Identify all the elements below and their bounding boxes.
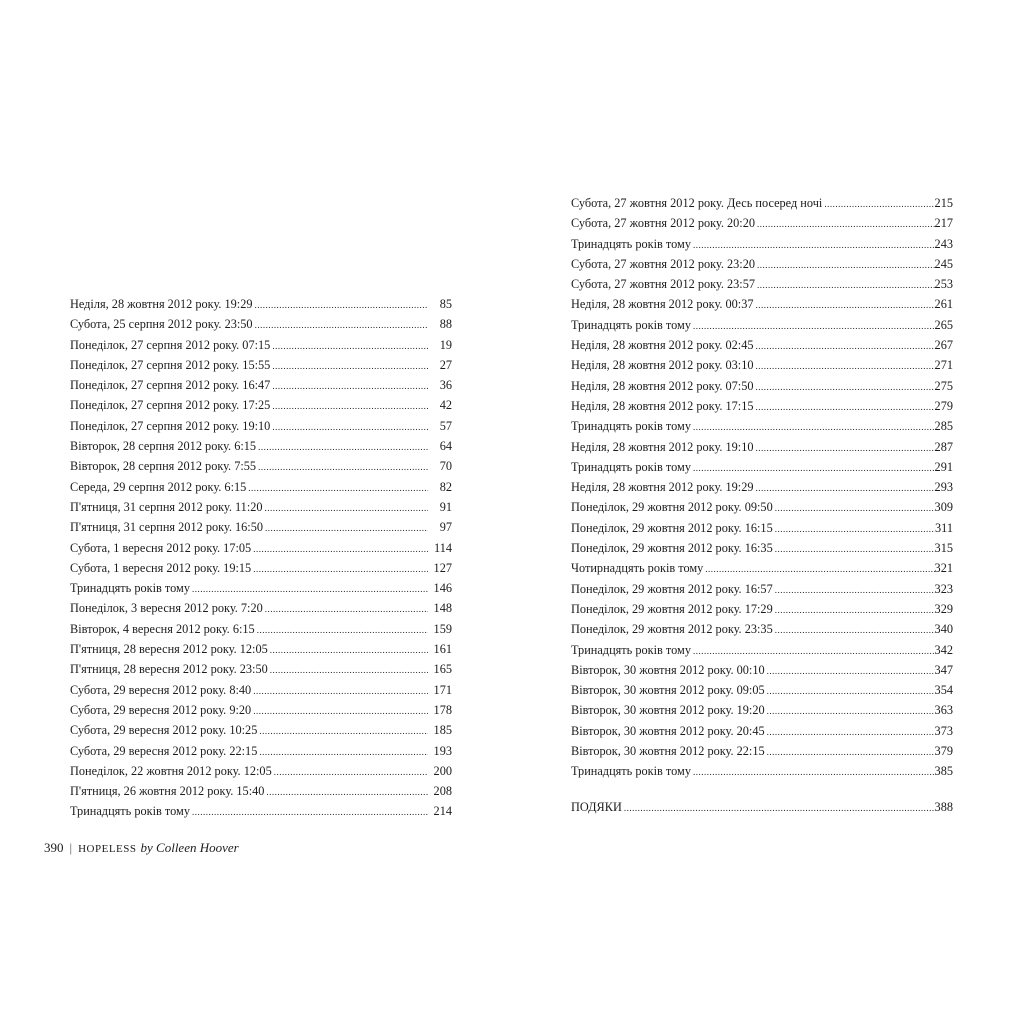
toc-entry-page-number: 85 bbox=[439, 297, 452, 311]
toc-entry-page-number: 279 bbox=[934, 398, 953, 413]
toc-entry-page-number: 91 bbox=[439, 499, 452, 514]
toc-entry-title: Неділя, 28 жовтня 2012 року. 19:29 bbox=[70, 297, 253, 311]
toc-entry bbox=[571, 538, 953, 558]
toc-entry-title: Субота, 27 жовтня 2012 року. 20:20 bbox=[571, 216, 755, 231]
toc-entry-title: Неділя, 28 жовтня 2012 року. 19:10 bbox=[571, 439, 754, 454]
toc-leader-dots bbox=[693, 641, 935, 661]
toc-entry bbox=[70, 517, 452, 537]
toc-entry-title: Тринадцять років тому bbox=[70, 804, 190, 819]
toc-leader-dots bbox=[775, 519, 935, 539]
toc-entry-page-number: 385 bbox=[934, 764, 953, 779]
toc-entry bbox=[70, 741, 452, 761]
toc-entry-page-number: 253 bbox=[934, 277, 953, 292]
toc-entry bbox=[571, 700, 953, 720]
toc-entry bbox=[70, 538, 452, 558]
toc-entry-title: Субота, 29 вересня 2012 року. 8:40 bbox=[70, 682, 252, 697]
toc-entry-page-number: 114 bbox=[434, 540, 452, 555]
toc-entry-title: Чотирнадцять років тому bbox=[571, 561, 704, 576]
toc-leader-dots bbox=[253, 559, 428, 579]
toc-leader-dots bbox=[192, 802, 428, 822]
toc-entry-page-number: 271 bbox=[934, 358, 953, 373]
toc-entry bbox=[571, 396, 953, 416]
toc-entry bbox=[70, 619, 452, 639]
toc-entry-title: Субота, 1 вересня 2012 року. 17:05 bbox=[70, 540, 252, 555]
toc-entry-page-number: 193 bbox=[433, 743, 452, 758]
toc-entry-page-number: 363 bbox=[934, 703, 953, 718]
toc-leader-dots bbox=[253, 539, 428, 559]
toc-entry bbox=[70, 456, 452, 476]
toc-leader-dots bbox=[757, 255, 935, 275]
toc-entry-title: Тринадцять років тому bbox=[571, 236, 691, 251]
toc-entry bbox=[571, 193, 953, 213]
toc-entry-page-number: 275 bbox=[934, 378, 953, 393]
toc-entry-page-number: 178 bbox=[433, 702, 452, 717]
toc-entry bbox=[571, 741, 953, 761]
toc-entry-title: ПОДЯКИ bbox=[571, 799, 622, 814]
toc-entry-title: П'ятниця, 28 вересня 2012 року. 12:05 bbox=[70, 642, 268, 657]
toc-entry-title: Вівторок, 28 серпня 2012 року. 6:15 bbox=[70, 439, 257, 454]
toc-entry bbox=[70, 720, 452, 740]
toc-entry bbox=[571, 294, 953, 314]
toc-leader-dots bbox=[767, 701, 935, 721]
toc-entry-title: Неділя, 28 жовтня 2012 року. 17:15 bbox=[571, 398, 754, 413]
toc-leader-dots bbox=[192, 579, 428, 599]
toc-entry bbox=[571, 761, 953, 781]
toc-leader-dots bbox=[265, 498, 428, 518]
toc-entry-title: Понеділок, 29 жовтня 2012 року. 16:35 bbox=[571, 541, 773, 556]
toc-leader-dots bbox=[705, 559, 934, 579]
toc-entry-title: Понеділок, 27 серпня 2012 року. 07:15 bbox=[70, 337, 271, 352]
toc-entry bbox=[571, 579, 953, 599]
toc-entry-page-number: 64 bbox=[439, 439, 452, 454]
toc-entry-page-number: 340 bbox=[934, 622, 953, 637]
toc-entry-page-number: 373 bbox=[934, 723, 953, 738]
toc-entry-page-number: 347 bbox=[934, 662, 953, 677]
toc-entry bbox=[70, 659, 452, 679]
right-page bbox=[512, 0, 1024, 1024]
toc-entry-title: Тринадцять років тому bbox=[571, 317, 691, 332]
toc-leader-dots bbox=[253, 701, 428, 721]
toc-leader-dots bbox=[259, 742, 428, 762]
toc-leader-dots bbox=[272, 356, 428, 376]
toc-entry-page-number: 243 bbox=[934, 236, 953, 251]
toc-entry-title: Вівторок, 30 жовтня 2012 року. 00:10 bbox=[571, 662, 765, 677]
toc-leader-dots bbox=[265, 518, 428, 538]
toc-leader-dots bbox=[756, 438, 935, 458]
toc-entry bbox=[70, 801, 452, 821]
toc-leader-dots bbox=[775, 580, 935, 600]
toc-entry-title: П'ятниця, 31 серпня 2012 року. 16:50 bbox=[70, 520, 263, 535]
toc-leader-dots bbox=[272, 336, 428, 356]
toc-entry-title: Неділя, 28 жовтня 2012 року. 07:50 bbox=[571, 378, 754, 393]
toc-entry-title: Понеділок, 27 серпня 2012 року. 15:55 bbox=[70, 357, 271, 372]
toc-leader-dots bbox=[756, 377, 935, 397]
toc-leader-dots bbox=[693, 235, 935, 255]
toc-entry bbox=[70, 598, 452, 618]
toc-leader-dots bbox=[693, 316, 935, 336]
toc-leader-dots bbox=[757, 275, 935, 295]
toc-leader-dots bbox=[693, 762, 935, 782]
toc-entry-title: Субота, 29 вересня 2012 року. 10:25 bbox=[70, 723, 258, 738]
toc-entry-title: Субота, 25 серпня 2012 року. 23:50 bbox=[70, 317, 253, 332]
toc-entry-title: Неділя, 28 жовтня 2012 року. 19:29 bbox=[571, 480, 754, 495]
toc-entry-page-number: 261 bbox=[934, 297, 953, 312]
toc-entry-page-number: 311 bbox=[935, 520, 953, 535]
toc-entry-page-number: 315 bbox=[934, 541, 953, 556]
toc-entry bbox=[571, 335, 953, 355]
footer-page-number: 390 bbox=[44, 840, 64, 855]
toc-entry-title: Неділя, 28 жовтня 2012 року. 03:10 bbox=[571, 358, 754, 373]
toc-entry bbox=[571, 558, 953, 578]
footer-book-title: HOPELESS bbox=[78, 843, 137, 855]
toc-leader-dots bbox=[756, 397, 935, 417]
toc-leader-dots bbox=[274, 762, 428, 782]
toc-entry-page-number: 329 bbox=[934, 601, 953, 616]
toc-entry bbox=[70, 436, 452, 456]
toc-entry-page-number: 309 bbox=[934, 500, 953, 515]
toc-entry bbox=[70, 761, 452, 781]
toc-entry-page-number: 127 bbox=[433, 560, 452, 575]
toc-entry-page-number: 214 bbox=[433, 804, 452, 819]
toc-leader-dots bbox=[266, 782, 428, 802]
toc-entry-page-number: 161 bbox=[433, 642, 452, 657]
toc-entry-title: Неділя, 28 жовтня 2012 року. 00:37 bbox=[571, 297, 754, 312]
toc-entry-page-number: 185 bbox=[433, 723, 452, 738]
toc-entry-page-number: 57 bbox=[439, 418, 452, 433]
toc-list-right bbox=[571, 193, 953, 817]
toc-entry-title: Вівторок, 30 жовтня 2012 року. 20:45 bbox=[571, 723, 765, 738]
toc-entry bbox=[70, 375, 452, 395]
footer-author: by Colleen Hoover bbox=[140, 840, 239, 855]
toc-entry-title: Неділя, 28 жовтня 2012 року. 02:45 bbox=[571, 338, 754, 353]
toc-leader-dots bbox=[775, 498, 935, 518]
toc-entry-page-number: 321 bbox=[934, 561, 953, 576]
toc-entry bbox=[571, 416, 953, 436]
toc-leader-dots bbox=[265, 599, 428, 619]
page-footer bbox=[44, 840, 239, 856]
toc-entry-page-number: 323 bbox=[934, 581, 953, 596]
toc-entry-page-number: 245 bbox=[934, 256, 953, 271]
toc-entry bbox=[571, 376, 953, 396]
toc-entry bbox=[70, 355, 452, 375]
toc-leader-dots bbox=[693, 458, 935, 478]
toc-entry-title: Тринадцять років тому bbox=[571, 642, 691, 657]
toc-leader-dots bbox=[272, 396, 428, 416]
toc-entry-page-number: 342 bbox=[934, 642, 953, 657]
toc-entry-title: Субота, 27 жовтня 2012 року. Десь посеред ночі bbox=[571, 196, 823, 210]
toc-entry-title: Тринадцять років тому bbox=[571, 764, 691, 779]
toc-leader-dots bbox=[756, 356, 935, 376]
toc-entry bbox=[70, 497, 452, 517]
toc-leader-dots bbox=[624, 798, 935, 818]
toc-leader-dots bbox=[824, 194, 934, 214]
toc-entry-page-number: 42 bbox=[439, 398, 452, 413]
toc-entry-page-number: 70 bbox=[439, 459, 452, 474]
toc-entry-title: Вівторок, 4 вересня 2012 року. 6:15 bbox=[70, 621, 255, 636]
toc-leader-dots bbox=[767, 661, 935, 681]
toc-entry-page-number: 82 bbox=[439, 479, 452, 494]
toc-leader-dots bbox=[257, 620, 428, 640]
toc-entry-title: Понеділок, 29 жовтня 2012 року. 09:50 bbox=[571, 500, 773, 515]
toc-entry bbox=[571, 518, 953, 538]
toc-leader-dots bbox=[757, 214, 935, 234]
toc-entry-title: Субота, 27 жовтня 2012 року. 23:57 bbox=[571, 277, 755, 292]
toc-entry-page-number: 159 bbox=[433, 621, 452, 636]
toc-entry-page-number: 215 bbox=[934, 196, 953, 210]
toc-leader-dots bbox=[775, 620, 935, 640]
toc-entry-page-number: 88 bbox=[439, 317, 452, 332]
toc-entry bbox=[70, 578, 452, 598]
toc-entry-page-number: 171 bbox=[433, 682, 452, 697]
toc-entry-title: П'ятниця, 31 серпня 2012 року. 11:20 bbox=[70, 499, 263, 514]
toc-entry bbox=[571, 254, 953, 274]
toc-entry bbox=[571, 599, 953, 619]
toc-entry-title: Понеділок, 29 жовтня 2012 року. 23:35 bbox=[571, 622, 773, 637]
toc-entry bbox=[70, 781, 452, 801]
toc-entry-title: Понеділок, 27 серпня 2012 року. 19:10 bbox=[70, 418, 271, 433]
toc-leader-dots bbox=[270, 640, 428, 660]
toc-entry-title: Вівторок, 30 жовтня 2012 року. 09:05 bbox=[571, 683, 765, 698]
toc-entry-page-number: 165 bbox=[433, 662, 452, 677]
toc-entry-title: Понеділок, 29 жовтня 2012 року. 17:29 bbox=[571, 601, 773, 616]
toc-entry-page-number: 148 bbox=[433, 601, 452, 616]
toc-leader-dots bbox=[272, 376, 428, 396]
toc-entry bbox=[571, 680, 953, 700]
toc-entry bbox=[70, 477, 452, 497]
toc-entry-title: Субота, 27 жовтня 2012 року. 23:20 bbox=[571, 256, 755, 271]
toc-leader-dots bbox=[775, 600, 935, 620]
toc-entry-page-number: 146 bbox=[433, 581, 452, 596]
toc-entry bbox=[571, 213, 953, 233]
toc-entry-title: Понеділок, 29 жовтня 2012 року. 16:57 bbox=[571, 581, 773, 596]
toc-entry-page-number: 208 bbox=[433, 784, 452, 799]
toc-leader-dots bbox=[272, 417, 428, 437]
toc-leader-dots bbox=[248, 478, 428, 498]
toc-entry-page-number: 287 bbox=[934, 439, 953, 454]
toc-entry-title: П'ятниця, 28 вересня 2012 року. 23:50 bbox=[70, 662, 268, 677]
toc-leader-dots bbox=[255, 295, 428, 315]
toc-entry-page-number: 36 bbox=[439, 378, 452, 393]
toc-leader-dots bbox=[258, 437, 428, 457]
toc-entry bbox=[571, 315, 953, 335]
toc-entry bbox=[571, 640, 953, 660]
toc-leader-dots bbox=[775, 539, 935, 559]
toc-entry-title: Понеділок, 27 серпня 2012 року. 17:25 bbox=[70, 398, 271, 413]
toc-entry-title: Середа, 29 серпня 2012 року. 6:15 bbox=[70, 479, 247, 494]
toc-entry bbox=[70, 416, 452, 436]
toc-entry bbox=[70, 680, 452, 700]
toc-entry-page-number: 19 bbox=[439, 337, 452, 352]
toc-entry bbox=[571, 477, 953, 497]
toc-entry-title: Вівторок, 30 жовтня 2012 року. 22:15 bbox=[571, 744, 765, 759]
toc-entry-title: Субота, 29 вересня 2012 року. 9:20 bbox=[70, 702, 252, 717]
toc-entry bbox=[571, 797, 953, 817]
toc-entry-title: Вівторок, 28 серпня 2012 року. 7:55 bbox=[70, 459, 257, 474]
toc-entry-page-number: 97 bbox=[439, 520, 452, 535]
footer-separator: | bbox=[69, 840, 73, 855]
toc-entry bbox=[571, 721, 953, 741]
toc-entry-page-number: 379 bbox=[934, 744, 953, 759]
toc-entry-page-number: 354 bbox=[934, 683, 953, 698]
toc-entry-page-number: 267 bbox=[934, 338, 953, 353]
toc-entry-title: Тринадцять років тому bbox=[70, 581, 190, 596]
toc-entry bbox=[70, 294, 452, 314]
toc-entry-title: Понеділок, 29 жовтня 2012 року. 16:15 bbox=[571, 520, 773, 535]
toc-entry-title: Субота, 29 вересня 2012 року. 22:15 bbox=[70, 743, 258, 758]
toc-entry bbox=[571, 234, 953, 254]
toc-entry bbox=[571, 274, 953, 294]
toc-leader-dots bbox=[693, 417, 935, 437]
toc-list-left bbox=[70, 294, 452, 822]
toc-entry bbox=[571, 660, 953, 680]
toc-entry bbox=[70, 395, 452, 415]
toc-entry bbox=[571, 437, 953, 457]
toc-entry bbox=[70, 314, 452, 334]
toc-leader-dots bbox=[756, 478, 935, 498]
toc-leader-dots bbox=[756, 295, 935, 315]
toc-entry-page-number: 265 bbox=[934, 317, 953, 332]
toc-entry-title: Тринадцять років тому bbox=[571, 419, 691, 434]
toc-entry-title: Понеділок, 3 вересня 2012 року. 7:20 bbox=[70, 601, 263, 616]
toc-entry-page-number: 217 bbox=[934, 216, 953, 231]
toc-entry bbox=[70, 335, 452, 355]
toc-entry-page-number: 200 bbox=[433, 763, 452, 778]
toc-entry bbox=[571, 497, 953, 517]
toc-entry-title: Вівторок, 30 жовтня 2012 року. 19:20 bbox=[571, 703, 765, 718]
toc-entry bbox=[70, 639, 452, 659]
toc-leader-dots bbox=[767, 681, 935, 701]
toc-entry bbox=[571, 619, 953, 639]
toc-leader-dots bbox=[258, 457, 428, 477]
toc-entry-title: Понеділок, 27 серпня 2012 року. 16:47 bbox=[70, 378, 271, 393]
toc-leader-dots bbox=[259, 721, 428, 741]
toc-entry bbox=[571, 457, 953, 477]
toc-entry-page-number: 285 bbox=[934, 419, 953, 434]
toc-entry bbox=[70, 558, 452, 578]
toc-entry-page-number: 388 bbox=[934, 799, 953, 814]
toc-entry bbox=[571, 355, 953, 375]
toc-leader-dots bbox=[270, 660, 428, 680]
toc-leader-dots bbox=[255, 315, 428, 335]
toc-entry-page-number: 291 bbox=[934, 459, 953, 474]
toc-entry-title: Понеділок, 22 жовтня 2012 року. 12:05 bbox=[70, 763, 272, 778]
toc-leader-dots bbox=[253, 681, 428, 701]
toc-entry-page-number: 293 bbox=[934, 480, 953, 495]
toc-entry-title: Субота, 1 вересня 2012 року. 19:15 bbox=[70, 560, 252, 575]
toc-entry-page-number: 27 bbox=[439, 357, 452, 372]
toc-entry-title: Тринадцять років тому bbox=[571, 459, 691, 474]
toc-leader-dots bbox=[767, 722, 935, 742]
toc-entry-title: П'ятниця, 26 жовтня 2012 року. 15:40 bbox=[70, 784, 265, 799]
toc-leader-dots bbox=[756, 336, 935, 356]
toc-entry bbox=[70, 700, 452, 720]
toc-leader-dots bbox=[767, 742, 935, 762]
